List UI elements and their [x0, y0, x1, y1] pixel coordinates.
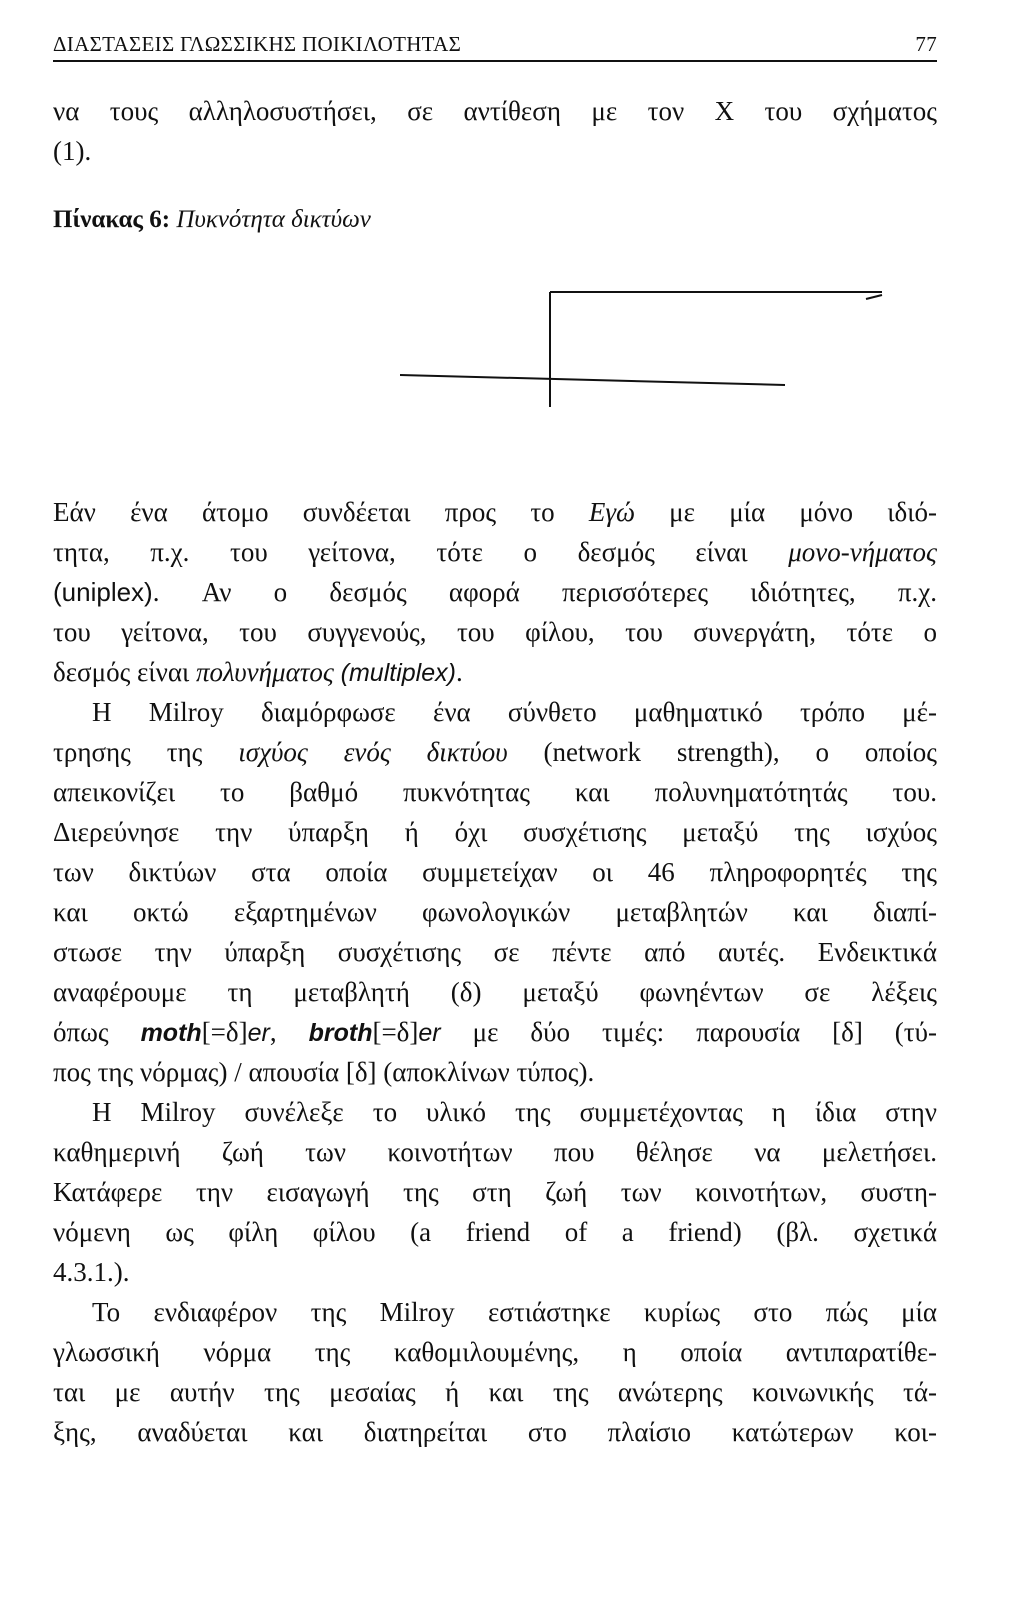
- text-span: er: [418, 1019, 441, 1047]
- p1-line-2: [53, 532, 937, 572]
- text-span: με μία μόνο ιδιό-: [634, 497, 938, 527]
- text-span: ,: [269, 1017, 309, 1047]
- p2-line-5: των δικτύων στα οποία συμμετείχαν οι 46 πληροφορητές της: [53, 857, 937, 887]
- text-span: δεσμός είναι: [53, 657, 197, 687]
- text-span: . Αν ο δεσμός αφορά περισσότερες ιδιότητες, π.χ.: [152, 577, 937, 607]
- p4-line-2: γλωσσική νόρμα της καθομιλουμένης, η οποία αντιπαρατίθε-: [53, 1337, 937, 1367]
- text-span: όπως: [53, 1017, 141, 1047]
- running-header: [53, 28, 937, 62]
- page-number: 77: [915, 32, 937, 56]
- text-span: τητα, π.χ. του γείτονα, τότε ο δεσμός είναι: [53, 537, 789, 567]
- p2-line-7: στωσε την ύπαρξη συσχέτισης σε πέντε από αυτές. Ενδεικτικά: [53, 937, 937, 967]
- text-span: .: [455, 657, 463, 687]
- p4-line-1: Το ενδιαφέρον της Milroy εστιάστηκε κυρίως στο πώς μία: [92, 1297, 937, 1327]
- uniplex-english: (uniplex): [53, 577, 153, 607]
- p2-line-6: και οκτώ εξαρτημένων φωνολογικών μεταβλητών και διαπί-: [53, 897, 937, 927]
- intro-line-1: να τους αλληλοσυστήσει, σε αντίθεση με τον Χ του σχήματος: [53, 96, 937, 126]
- example-word-moth: moth: [140, 1019, 202, 1047]
- p3-line-1: Η Milroy συνέλεξε το υλικό της συμμετέχοντας η ίδια στην: [92, 1097, 937, 1127]
- p2-line-4: Διερεύνησε την ύπαρξη ή όχι συσχέτισης μεταξύ της ισχύος: [53, 817, 937, 847]
- text-span: με δύο τιμές: παρουσία [δ] (τύ-: [440, 1017, 938, 1047]
- intro-line-2: (1).: [53, 136, 92, 166]
- p1-line-1: [53, 492, 937, 532]
- p1-line-5: [53, 652, 937, 693]
- p2-line-10: πος της νόρμας) / απουσία [δ] (αποκλίνων τύπος).: [53, 1057, 595, 1087]
- text-span: (network strength), ο οποίος: [507, 737, 937, 767]
- network-density-diagram: [400, 285, 890, 435]
- multiplex-term: πολυνήματος: [196, 657, 334, 687]
- ego-term: Εγώ: [588, 497, 635, 527]
- p1-line-3: [53, 572, 937, 612]
- p3-line-2: καθημερινή ζωή των κοινοτήτων που θέλησε να μελετήσει.: [53, 1137, 937, 1167]
- p3-line-5: 4.3.1.).: [53, 1257, 130, 1287]
- network-strength-term: ισχύος ενός δικτύου: [238, 737, 508, 767]
- p2-line-9: [53, 1012, 937, 1053]
- text-span: er: [247, 1019, 270, 1047]
- p2-line-3: απεικονίζει το βαθμό πυκνότητας και πολυνηματότητάς του.: [53, 777, 937, 807]
- table-caption: [53, 200, 937, 240]
- table-caption-title: Πυκνότητα δικτύων: [176, 206, 371, 233]
- running-title: ΔΙΑΣΤΑΣΕΙΣ ΓΛΩΣΣΙΚΗΣ ΠΟΙΚΙΛΟΤΗΤΑΣ: [53, 32, 462, 56]
- example-word-broth: broth: [308, 1019, 373, 1047]
- p4-line-3: ται με αυτήν της μεσαίας ή και της ανώτερης κοινωνικής τά-: [53, 1377, 937, 1407]
- text-span: [=δ]: [372, 1017, 419, 1047]
- text-span: τρησης της: [53, 737, 239, 767]
- uniplex-term: μονο-νήματος: [788, 537, 937, 567]
- p4-line-4: ξης, αναδύεται και διατηρείται στο πλαίσιο κατώτερων κοι-: [53, 1417, 937, 1447]
- p1-line-4: του γείτονα, του συγγενούς, του φίλου, του συνεργάτη, τότε ο: [53, 617, 937, 647]
- multiplex-english: (multiplex): [340, 659, 456, 687]
- text-span: [=δ]: [201, 1017, 248, 1047]
- p2-line-1: Η Milroy διαμόρφωσε ένα σύνθετο μαθηματικό τρόπο μέ-: [92, 697, 937, 727]
- p3-line-4: νόμενη ως φίλη φίλου (a friend of a friend) (βλ. σχετικά: [53, 1217, 937, 1247]
- diagram-horizontal-line: [400, 375, 785, 385]
- text-span: Εάν ένα άτομο συνδέεται προς το: [53, 497, 589, 527]
- table-caption-label: Πίνακας 6:: [53, 206, 171, 233]
- diagram-top-tick: [866, 295, 882, 299]
- p2-line-2: [53, 732, 937, 772]
- p3-line-3: Κατάφερε την εισαγωγή της στη ζωή των κοινοτήτων, συστη-: [53, 1177, 937, 1207]
- p2-line-8: αναφέρουμε τη μεταβλητή (δ) μεταξύ φωνηέντων σε λέξεις: [53, 977, 937, 1007]
